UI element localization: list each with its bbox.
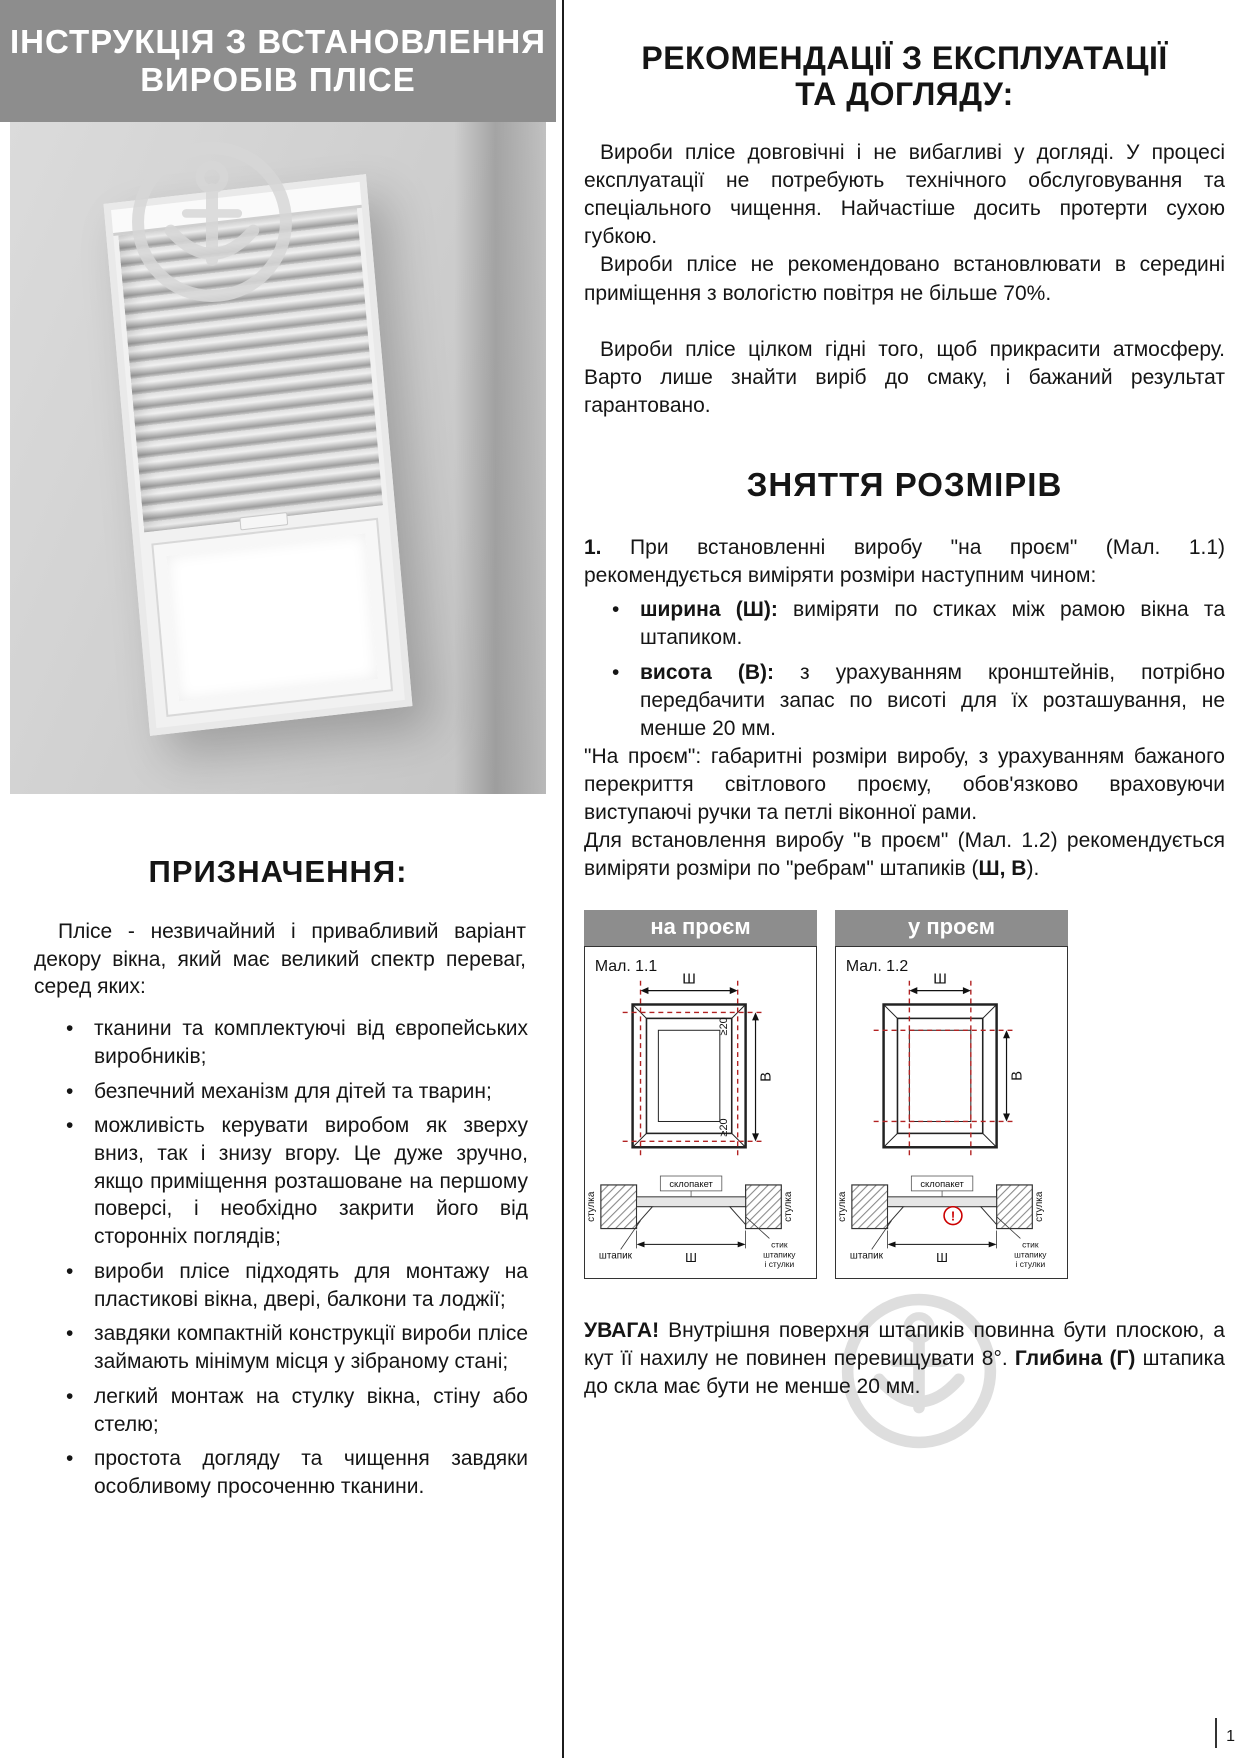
care-heading-line1: РЕКОМЕНДАЦІЇ З ЕКСПЛУАТАЦІЇ (641, 40, 1168, 76)
purpose-bullet: • вироби плісе підходять для монтажу на пластикові вікна, двері, балкони та лоджії; (58, 1258, 528, 1313)
purpose-bullet: • завдяки компактній конструкції вироби плісе займають мінімум місця у зібраному стані; (58, 1320, 528, 1375)
fig-joint-label-2: штапику (763, 1248, 796, 1259)
warning-exclamation-icon: ! (950, 1208, 956, 1224)
left-header-banner (0, 0, 556, 122)
measuring-definition: виміряти по стиках між рамою вікна та штапиком. (640, 598, 1225, 650)
fig-width-label: Ш (682, 971, 696, 988)
fig-bead-label: штапик (598, 1249, 633, 1261)
v-proem-dims: Ш, В (978, 857, 1027, 881)
fig-joint-label-3: і стулки (1015, 1258, 1046, 1269)
care-paragraph-3: Вироби плісе цілком гідні того, щоб прикрасити атмосферу. Варто лише знайти виріб до смаку, і бажаний результат гарантовано. (584, 337, 1225, 417)
attention-depth-term: Глибина (Г) (1014, 1346, 1136, 1370)
purpose-bullet: • безпечний механізм для дітей та тварин; (58, 1078, 528, 1106)
right-column (584, 0, 1235, 1401)
figure-u-proem (835, 910, 1068, 1279)
figure-1-header: на проєм (584, 910, 817, 946)
blind-handle (239, 512, 288, 530)
purpose-bullet-list (58, 1015, 528, 1501)
figure-1-1-diagram (585, 947, 816, 1278)
fig-caption: Мал. 1.1 (594, 957, 658, 975)
v-proem-paragraph (584, 827, 1225, 883)
footer-rule (1215, 1718, 1217, 1748)
page-footer (1215, 1718, 1235, 1748)
fig-sash-left-label: стулка (836, 1191, 848, 1222)
step-text: При встановленні виробу "на проєм" (Мал. 1.1) рекомендується виміряти розміри наступним чином: (584, 536, 1225, 588)
fig-sash-right-label: стулка (783, 1191, 795, 1222)
fig-glazing-label: склопакет (669, 1177, 713, 1189)
figures-row (584, 910, 1225, 1279)
figure-1-box (584, 946, 817, 1279)
measuring-term: ширина (Ш): (640, 598, 778, 622)
fig-glazing-label: склопакет (920, 1177, 964, 1189)
purpose-bullet: • простота догляду та чищення завдяки особливому просоченню тканини. (58, 1445, 528, 1500)
measuring-bullet (606, 596, 1225, 652)
fig-joint-label-1: стик (1022, 1238, 1039, 1249)
fig-joint-label-1: стик (771, 1238, 788, 1249)
product-photo (10, 122, 546, 794)
fig-sash-right-label: стулка (1034, 1191, 1046, 1222)
fig-width-label: Ш (933, 971, 947, 988)
v-proem-end: ). (1026, 857, 1040, 881)
purpose-intro: Плісе - незвичайний і привабливий варіант декору вікна, який має великий спектр переваг, серед яких: (34, 920, 526, 999)
fig-caption: Мал. 1.2 (845, 957, 909, 975)
fig-bottom-width-label: Ш (936, 1249, 948, 1265)
measuring-definition: з урахуванням кронштейнів, потрібно передбачити запас по висоті для їх розташування, не менше 20 мм. (640, 660, 1225, 740)
fig-sash-left-label: стулка (585, 1191, 597, 1222)
fig-height-label: В (758, 1071, 775, 1082)
left-header-line1: ІНСТРУКЦІЯ З ВСТАНОВЛЕННЯ (10, 22, 546, 60)
window-glass (153, 520, 390, 715)
measuring-bullet-list (606, 596, 1225, 743)
fig-joint-label-3: і стулки (764, 1258, 795, 1269)
column-divider (562, 0, 564, 1758)
care-paragraph-1: Вироби плісе довговічні і не вибагливі у догляді. У процесі експлуатації не потребують технічного обслуговування та спеціального чищення. Найчастіше досить протерти сухою губкою. (584, 140, 1225, 249)
measuring-term: висота (В): (640, 660, 774, 684)
purpose-heading: ПРИЗНАЧЕННЯ: (148, 854, 408, 889)
purpose-bullet: • легкий монтаж на стулку вікна, стіну або стелю; (58, 1383, 528, 1438)
left-column (0, 0, 556, 1501)
brand-watermark-icon (126, 136, 298, 308)
fig-gap-top-label: ≥20 (717, 1016, 730, 1035)
figure-na-proem (584, 910, 817, 1279)
fig-joint-label-2: штапику (1014, 1248, 1047, 1259)
figure-1-2-diagram (836, 947, 1067, 1278)
care-paragraph-2: Вироби плісе не рекомендовано встановлювати в середині приміщення з вологістю повітря не більше 70%. (584, 253, 1225, 305)
purpose-bullet: • тканини та комплектуючі від європейських виробників; (58, 1015, 528, 1070)
fig-height-label: В (1009, 1070, 1026, 1081)
step-number: 1. (584, 536, 602, 560)
fig-bottom-width-label: Ш (685, 1249, 697, 1265)
page-number: 1 (1226, 1728, 1235, 1745)
measuring-step-1 (584, 534, 1225, 590)
wall-shadow (454, 122, 546, 794)
attention-label: УВАГА! (584, 1318, 660, 1342)
left-header-line2: ВИРОБІВ ПЛІСЕ (140, 61, 416, 98)
care-heading (584, 40, 1225, 113)
care-heading-line2: ТА ДОГЛЯДУ: (795, 76, 1014, 113)
measuring-heading: ЗНЯТТЯ РОЗМІРІВ (746, 466, 1063, 504)
figure-2-box (835, 946, 1068, 1279)
fig-gap-bottom-label: ≥20 (717, 1117, 730, 1137)
attention-text-1: Внутрішня поверхня штапиків повинна бути плоскою, а кут її нахилу не повинен перевищувати 8°. (584, 1318, 1225, 1370)
fig-bead-label: штапик (849, 1249, 884, 1261)
figure-2-header: у проєм (835, 910, 1068, 946)
v-proem-text: Для встановлення виробу "в проєм" (Мал. 1.2) рекомендується виміряти розміри по "ребрам" штапиків ( (584, 829, 1225, 881)
na-proem-paragraph: "На проєм": габаритні розміри виробу, з урахуванням бажаного перекриття світлового проєму, обов'язково враховуючи виступаючі ручки та петлі віконної рами. (584, 744, 1225, 825)
measuring-bullet (606, 659, 1225, 743)
purpose-bullet: • можливість керувати виробом як зверху вниз, так і знизу вгору. Це дуже зручно, якщо приміщення розташоване на першому поверсі, і необхідно закрити його від сторонніх поглядів; (58, 1112, 528, 1251)
attention-text-2: штапика до скла має бути не менше 20 мм. (584, 1346, 1225, 1398)
attention-paragraph (584, 1317, 1225, 1401)
